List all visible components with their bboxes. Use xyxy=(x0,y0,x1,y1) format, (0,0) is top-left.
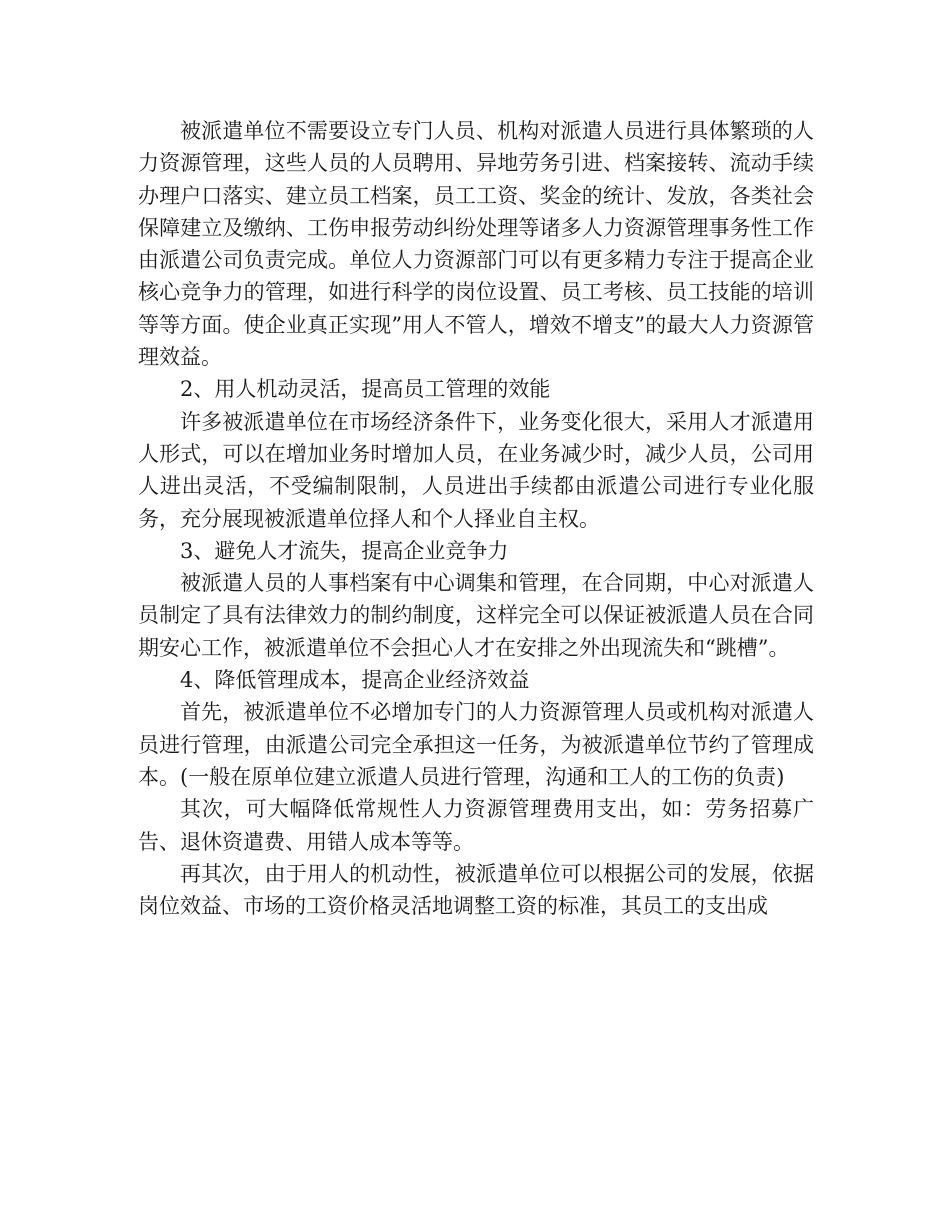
paragraph-outsourcing-benefits: 被派遣单位不需要设立专门人员、机构对派遣人员进行具体繁琐的人力资源管理，这些人员的人员聘用、异地劳务引进、档案接转、流动手续办理户口落实、建立员工档案，员工工资、奖金的统计、发放，各类社会保障建立及缴纳、工伤申报劳动纠纷处理等诸多人力资源管理事务性工作由派遣公司负责完成。单位人力资源部门可以有更多精力专注于提高企业核心竞争力的管理，如进行科学的岗位设置、员工考核、员工技能的培训等等方面。使企业真正实现”用人不管人，增效不增支”的最大人力资源管理效益。 xyxy=(138,119,814,370)
heading-flexible-staffing: 2、用人机动灵活，提高员工管理的效能 xyxy=(180,377,551,402)
paragraph-first-reason: 首先，被派遣单位不必增加专门的人力资源管理人员或机构对派遣人员进行管理，由派遣公司完全承担这一任务，为被派遣单位节约了管理成本。(一般在原单位建立派遣人员进行管理，沟通和工人的工伤的负责) xyxy=(138,700,814,789)
document-page xyxy=(138,115,814,922)
paragraph-third-reason: 再其次，由于用人的机动性，被派遣单位可以根据公司的发展，依据岗位效益、市场的工资价格灵活地调整工资的标准，其员工的支出成 xyxy=(138,861,814,919)
paragraph-second-reason: 其次，可大幅降低常规性人力资源管理费用支出，如：劳务招募广告、退休资遣费、用错人成本等等。 xyxy=(138,797,814,854)
paragraph-flexible-staffing: 许多被派遣单位在市场经济条件下，业务变化很大，采用人才派遣用人形式，可以在增加业务时增加人员，在业务减少时，减少人员，公司用人进出灵活，不受编制限制，人员进出手续都由派遣公司进行专业化服务，充分展现被派遣单位择人和个人择业自主权。 xyxy=(138,409,814,531)
paragraph-avoid-talent-loss: 被派遣人员的人事档案有中心调集和管理，在合同期，中心对派遣人员制定了具有法律效力的制约制度，这样完全可以保证被派遣人员在合同期安心工作，被派遣单位不会担心人才在安排之外出现流失和“跳槽”。 xyxy=(138,571,814,660)
heading-reduce-costs: 4、降低管理成本，提高企业经济效益 xyxy=(180,668,530,693)
heading-avoid-talent-loss: 3、避免人才流失，提高企业竞争力 xyxy=(180,538,509,563)
